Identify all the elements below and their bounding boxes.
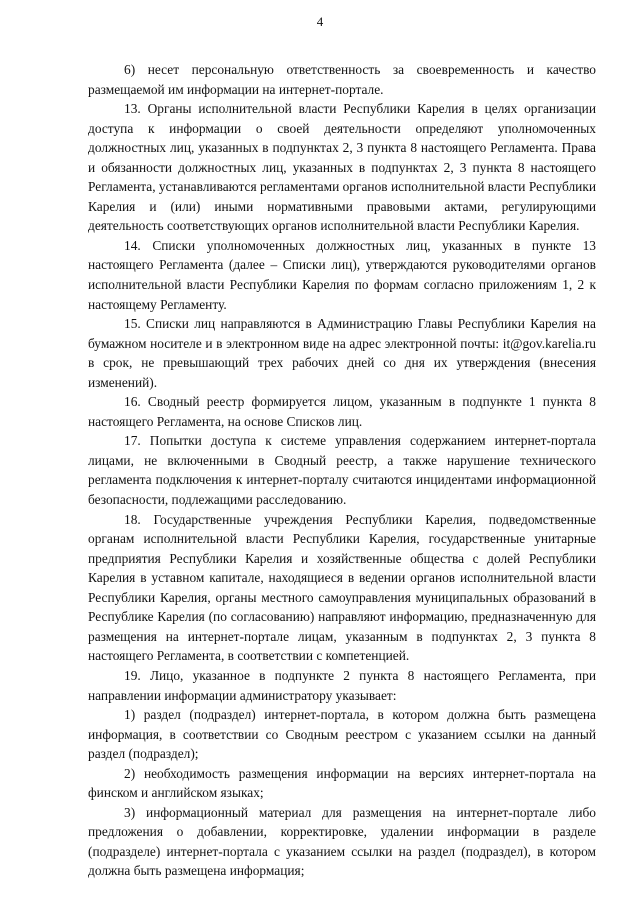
paragraph-19-item-1: 1) раздел (подраздел) интернет-портала, в котором должна быть размещена информация, в соответствии со Сводным реестром с указанием ссылки на данный раздел (подраздел);	[88, 707, 596, 762]
paragraph-19-item-2: 2) необходимость размещения информации на версиях интернет-портала на финском и английском языках;	[88, 765, 596, 801]
paragraph-15: 15. Списки лиц направляются в Администрацию Главы Республики Карелия на бумажном носителе и в электронном виде на адрес электронной почты: it@gov.karelia.ru в срок, не превышающий трех рабочих дней со дня их утверждения (внесения изменений).	[88, 316, 596, 390]
paragraph-19-item-3: 3) информационный материал для размещения на интернет-портале либо предложения о добавлении, корректировке, удалении информации в разделе (подразделе) интернет-портала с указанием ссылки на раздел (подраздел), в котором должна быть размещена информация;	[88, 804, 596, 879]
paragraph-14: 14. Списки уполномоченных должностных лиц, указанных в пункте 13 настоящего Регламента (далее – Списки лиц), утверждаются руководителями органов исполнительной власти Республики Карелия по формам согласно приложениям 1, 2 к настоящему Регламенту.	[88, 237, 596, 312]
paragraph-item-6: 6) несет персональную ответственность за своевременность и качество размещаемой им информации на интернет-портале.	[88, 62, 596, 97]
document-body	[88, 60, 596, 881]
paragraph-17: 17. Попытки доступа к системе управления содержанием интернет-портала лицами, не включенными в Сводный реестр, а также нарушение технического регламента подключения к интернет-порталу считаются инцидентами информационной безопасности, подлежащими расследованию.	[88, 433, 596, 508]
paragraph-16: 16. Сводный реестр формируется лицом, указанным в подпункте 1 пункта 8 настоящего Регламента, на основе Списков лиц.	[88, 394, 596, 429]
paragraph-13: 13. Органы исполнительной власти Республики Карелия в целях организации доступа к информации о своей деятельности определяют уполномоченных должностных лиц, указанных в подпунктах 2, 3 пункта 8 настоящего Регламента. Права и обязанности должностных лиц, указанных в подпунктах 2, 3 пункта 8 настоящего Регламента, устанавливаются регламентами органов исполнительной власти Республики Карелия и (или) иными нормативными правовыми актами, регулирующими деятельность соответствующих органов исполнительной власти Республики Карелия.	[88, 101, 596, 234]
paragraph-19: 19. Лицо, указанное в подпункте 2 пункта 8 настоящего Регламента, при направлении информации администратору указывает:	[88, 667, 596, 703]
page-number: 4	[316, 14, 324, 29]
paragraph-18: 18. Государственные учреждения Республики Карелия, подведомственные органам исполнительной власти Республики Карелия, государственные унитарные предприятия Республики Карелия и хозяйственные общества с долей Республики Карелия в уставном капитале, находящиеся в ведении органов исполнительной власти Республики Карелия, органы местного самоуправления муниципальных образований в Республике Карелия (по согласованию) направляют информацию, предназначенную для размещения на интернет-портале лицам, указанным в подпунктах 2, 3 пункта 8 настоящего Регламента, в соответствии с компетенцией.	[88, 511, 596, 664]
